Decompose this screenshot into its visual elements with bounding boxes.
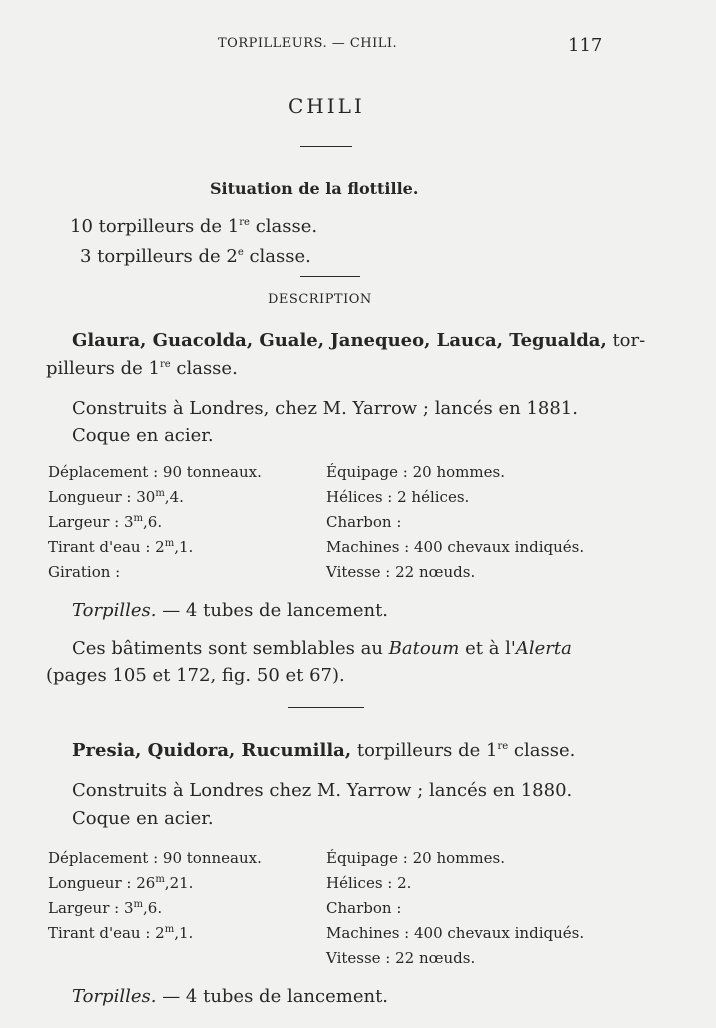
group1-construction: Construits à Londres, chez M. Yarrow ; lancés en 1881. [72,398,578,419]
group1-class: pilleurs de 1re classe. [46,358,238,379]
situation-heading: Situation de la flottille. [210,179,419,198]
group1-tirant: Tirant d'eau : 2$^m$,1. [48,538,194,556]
section-rule [300,276,360,277]
group1-vitesse: Vitesse : 22 nœuds. [326,563,476,581]
group1-equipage: Équipage : 20 hommes. [326,463,505,481]
group1-largeur: Largeur : 3$^m$,6. [48,513,163,531]
title-rule [300,146,352,147]
running-header: TORPILLEURS. — CHILI. [218,36,398,51]
group2-construction: Construits à Londres chez M. Yarrow ; lancés en 1880. [72,780,573,801]
description-heading: DESCRIPTION [268,292,372,307]
group2-largeur: Largeur : 3$^m$,6. [48,899,163,917]
group1-charbon: Charbon : [326,513,402,531]
group2-charbon: Charbon : [326,899,402,917]
group2-names: Presia, Quidora, Rucumilla, torpilleurs de 1re classe. [72,740,576,761]
group1-giration: Giration : [48,563,121,581]
group1-machines: Machines : 400 chevaux indiqués. [326,538,585,556]
group1-note-line2: (pages 105 et 172, fig. 50 et 67). [46,665,345,686]
group2-equipage: Équipage : 20 hommes. [326,849,505,867]
situation-line-1: 10 torpilleurs de 1re classe. [70,216,318,237]
group1-helices: Hélices : 2 hélices. [326,488,470,506]
group2-machines: Machines : 400 chevaux indiqués. [326,924,585,942]
group1-deplacement: Déplacement : 90 tonneaux. [48,463,262,481]
group2-deplacement: Déplacement : 90 tonneaux. [48,849,262,867]
page-number: 117 [568,35,603,56]
group-separator-rule [288,707,364,708]
group1-torpilles: Torpilles. — 4 tubes de lancement. [72,600,389,621]
group1-longueur: Longueur : 30$^m$,4. [48,488,184,506]
group2-torpilles: Torpilles. — 4 tubes de lancement. [72,986,389,1007]
group1-hull: Coque en acier. [72,425,214,446]
group2-hull: Coque en acier. [72,808,214,829]
group2-tirant: Tirant d'eau : 2$^m$,1. [48,924,194,942]
situation-line-2: 3 torpilleurs de 2e classe. [80,246,311,267]
group2-vitesse: Vitesse : 22 nœuds. [326,949,476,967]
group2-longueur: Longueur : 26$^m$,21. [48,874,194,892]
section-title: CHILI [288,94,365,118]
group1-note-line1: Ces bâtiments sont semblables au Batoum et à l'Alerta [72,638,572,659]
group1-names: Glaura, Guacolda, Guale, Janequeo, Lauca, Tegualda, tor- [72,330,646,351]
group2-helices: Hélices : 2. [326,874,412,892]
